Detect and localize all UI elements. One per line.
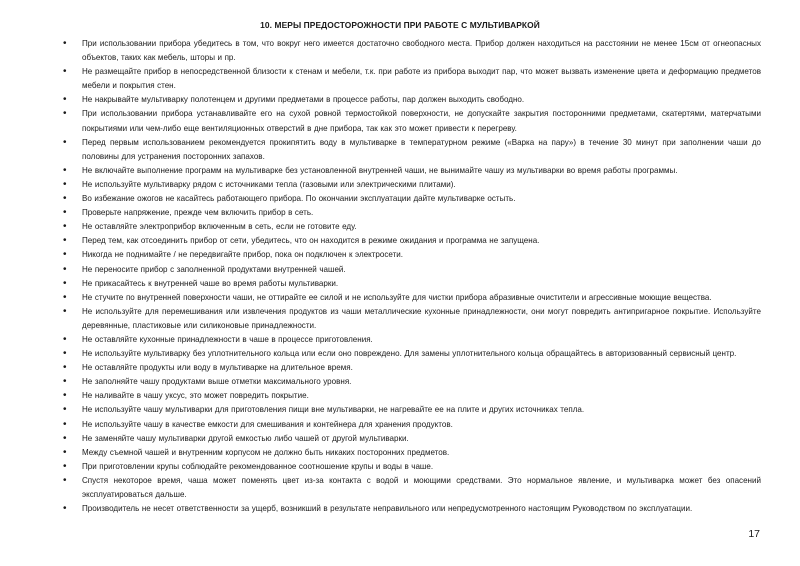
list-item: • Не наливайте в чашу уксус, это может повредить покрытие. xyxy=(63,389,761,403)
list-item: • Проверьте напряжение, прежде чем включить прибор в сеть. xyxy=(63,206,761,220)
list-item: • Не оставляйте кухонные принадлежности в чаше в процессе приготовления. xyxy=(63,333,761,347)
list-item: • Не заменяйте чашу мультиварки другой емкостью либо чашей от другой мультиварки. xyxy=(63,432,761,446)
list-item: • Не накрывайте мультиварку полотенцем и другими предметами в процессе работы, пар должен выходить свободно. xyxy=(63,93,761,107)
list-item: • Не размещайте прибор в непосредственной близости к стенам и мебели, т.к. при работе из прибора выходит пар, что может вызвать изменение цвета и деформацию предметов мебели и покрытия стен. xyxy=(63,65,761,93)
section-title: 10. МЕРЫ ПРЕДОСТОРОЖНОСТИ ПРИ РАБОТЕ С МУЛЬТИВАРКОЙ xyxy=(260,20,540,30)
list-item: • Не используйте мультиварку рядом с источниками тепла (газовыми или электрическими плитами). xyxy=(63,178,761,192)
list-item: • Никогда не поднимайте / не передвигайте прибор, пока он подключен к электросети. xyxy=(63,248,761,262)
list-item: • Не оставляйте электроприбор включенным в сеть, если не готовите еду. xyxy=(63,220,761,234)
list-item: • Не прикасайтесь к внутренней чаше во время работы мультиварки. xyxy=(63,277,761,291)
list-item: • Перед первым использованием рекомендуется прокипятить воду в мультиварке в температурном режиме («Варка на пару») в течение 30 минут при заполнении чаши до половины для устранения посторонних запахов. xyxy=(63,136,761,164)
list-item: • Не включайте выполнение программ на мультиварке без установленной внутренней чаши, не вынимайте чашу из мультиварки во время работы программы. xyxy=(63,164,761,178)
list-item: • Перед тем, как отсоединить прибор от сети, убедитесь, что он находится в режиме ожидания и программа не запущена. xyxy=(63,234,761,248)
list-item: • Во избежание ожогов не касайтесь работающего прибора. По окончании эксплуатации дайте мультиварке остыть. xyxy=(63,192,761,206)
safety-list xyxy=(63,37,761,516)
list-item: • При использовании прибора устанавливайте его на сухой ровной термостойкой поверхности, не допускайте закрытия посторонними предметами, скатертями, матерчатыми покрытиями или чем-либо еще вентиляционных отверстий в дне прибора, так как это может привести к перегреву. xyxy=(63,107,761,135)
list-item: • Спустя некоторое время, чаша может поменять цвет из-за контакта с водой и моющими средствами. Это нормальное явление, и мультиварка может без опасений эксплуатироваться дальше. xyxy=(63,474,761,502)
list-item: • Производитель не несет ответственности за ущерб, возникший в результате неправильного или непредусмотренного настоящим Руководством по эксплуатации. xyxy=(63,502,761,516)
list-item: • Не используйте мультиварку без уплотнительного кольца или если оно повреждено. Для замены уплотнительного кольца обращайтесь в авторизованный сервисный центр. xyxy=(63,347,761,361)
list-item: • Между съемной чашей и внутренним корпусом не должно быть никаких посторонних предметов. xyxy=(63,446,761,460)
list-item: • Не используйте для перемешивания или извлечения продуктов из чаши металлические кухонные принадлежности, они могут повредить антипригарное покрытие. Используйте деревянные, пластиковые или силиконовые принадлежности. xyxy=(63,305,761,333)
list-item: • Не переносите прибор с заполненной продуктами внутренней чашей. xyxy=(63,263,761,277)
page-number: 17 xyxy=(748,528,760,540)
list-item: • Не используйте чашу в качестве емкости для смешивания и контейнера для хранения продуктов. xyxy=(63,418,761,432)
list-item: • При приготовлении крупы соблюдайте рекомендованное соотношение крупы и воды в чаше. xyxy=(63,460,761,474)
list-item: • При использовании прибора убедитесь в том, что вокруг него имеется достаточно свободного места. Прибор должен находиться на расстоянии не менее 15см от огнеопасных объектов, таких как мебель, шторы и пр. xyxy=(63,37,761,65)
list-item: • Не стучите по внутренней поверхности чаши, не оттирайте ее силой и не используйте для чистки прибора абразивные очистители и агрессивные моющие вещества. xyxy=(63,291,761,305)
list-item: • Не заполняйте чашу продуктами выше отметки максимального уровня. xyxy=(63,375,761,389)
list-item: • Не используйте чашу мультиварки для приготовления пищи вне мультиварки, не нагревайте ее на плите и других источниках тепла. xyxy=(63,403,761,417)
list-item: • Не оставляйте продукты или воду в мультиварке на длительное время. xyxy=(63,361,761,375)
